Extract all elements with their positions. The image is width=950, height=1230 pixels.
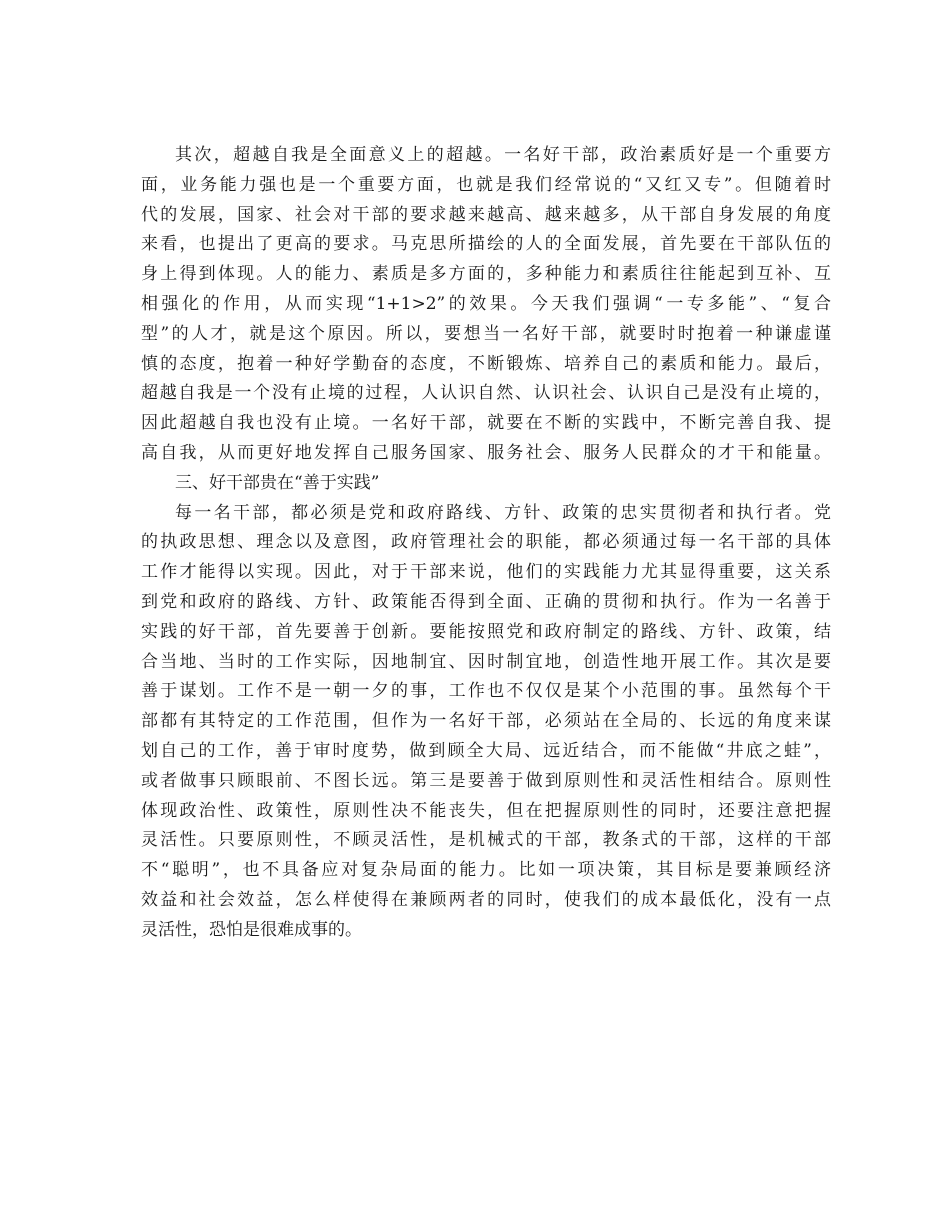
- paragraph-2-line: 善于谋划。工作不是一朝一夕的事，工作也不仅仅是某个小范围的事。虽然每个干: [141, 681, 831, 702]
- paragraph-1-line: 其次，超越自我是全面意义上的超越。一名好干部，政治素质好是一个重要方: [175, 145, 831, 165]
- paragraph-1-line: 代的发展，国家、社会对干部的要求越来越高、越来越多，从干部自身发展的角度: [141, 204, 831, 225]
- paragraph-2-line: 每一名干部，都必须是党和政府路线、方针、政策的忠实贯彻者和执行者。党: [175, 502, 831, 523]
- paragraph-2-line: 部都有其特定的工作范围，但作为一名好干部，必须站在全局的、长远的角度来谋: [141, 711, 831, 732]
- paragraph-1-line: 因此超越自我也没有止境。一名好干部，就要在不断的实践中，不断完善自我、提: [141, 413, 831, 434]
- paragraph-1-line: 面，业务能力强也是一个重要方面，也就是我们经常说的“又红又专”。但随着时: [141, 174, 831, 195]
- paragraph-2-line: 到党和政府的路线、方针、政策能否得到全面、正确的贯彻和执行。作为一名善于: [141, 591, 831, 612]
- paragraph-1-line: 型”的人才，就是这个原因。所以，要想当一名好干部，就要时时抱着一种谦虚谨: [141, 323, 831, 344]
- paragraph-2-line: 体现政治性、政策性，原则性决不能丧失，但在把握原则性的同时，还要注意把握: [141, 800, 831, 821]
- paragraph-1-line: 身上得到体现。人的能力、素质是多方面的，多种能力和素质往往能起到互补、互: [141, 264, 831, 285]
- section-heading-text: 三、好干部贵在“善于实践”: [175, 472, 380, 493]
- paragraph-2-line: 灵活性。只要原则性，不顾灵活性，是机械式的干部，教条式的干部，这样的干部: [141, 830, 831, 851]
- section-heading: [141, 469, 831, 499]
- paragraph-2-line: 划自己的工作，善于审时度势，做到顾全大局、远近结合，而不能做“井底之蛙”，: [141, 740, 831, 761]
- document-body: [141, 141, 831, 946]
- paragraph-1-line: 来看，也提出了更高的要求。马克思所描绘的人的全面发展，首先要在干部队伍的: [141, 234, 831, 255]
- paragraph-2-line: 效益和社会效益，怎么样使得在兼顾两者的同时，使我们的成本最低化，没有一点: [141, 889, 831, 910]
- paragraph-2-line: 灵活性，恐怕是很难成事的。: [141, 919, 362, 940]
- paragraph-2-line: 的执政思想、理念以及意图，政府管理社会的职能，都必须通过每一名干部的具体: [141, 532, 831, 553]
- paragraph-2-line: 不“聪明”，也不具备应对复杂局面的能力。比如一项决策，其目标是要兼顾经济: [141, 860, 831, 881]
- paragraph-2-line: 工作才能得以实现。因此，对于干部来说，他们的实践能力尤其显得重要，这关系: [141, 562, 831, 583]
- paragraph-2: [141, 499, 831, 946]
- paragraph-2-line: 或者做事只顾眼前、不图长远。第三是要善于做到原则性和灵活性相结合。原则性: [141, 770, 831, 791]
- paragraph-1-line: 超越自我是一个没有止境的过程，人认识自然、认识社会、认识自己是没有止境的，: [141, 383, 831, 404]
- paragraph-1-line: 相强化的作用，从而实现“1+1>2”的效果。今天我们强调“一专多能”、“复合: [141, 293, 831, 314]
- paragraph-2-line: 合当地、当时的工作实际，因地制宜、因时制宜地，创造性地开展工作。其次是要: [141, 651, 831, 672]
- paragraph-1: [141, 141, 831, 469]
- paragraph-1-line: 高自我，从而更好地发挥自己服务国家、服务社会、服务人民群众的才干和能量。: [141, 442, 831, 463]
- paragraph-2-line: 实践的好干部，首先要善于创新。要能按照党和政府制定的路线、方针、政策，结: [141, 621, 831, 642]
- paragraph-1-line: 慎的态度，抱着一种好学勤奋的态度，不断锻炼、培养自己的素质和能力。最后，: [141, 353, 831, 374]
